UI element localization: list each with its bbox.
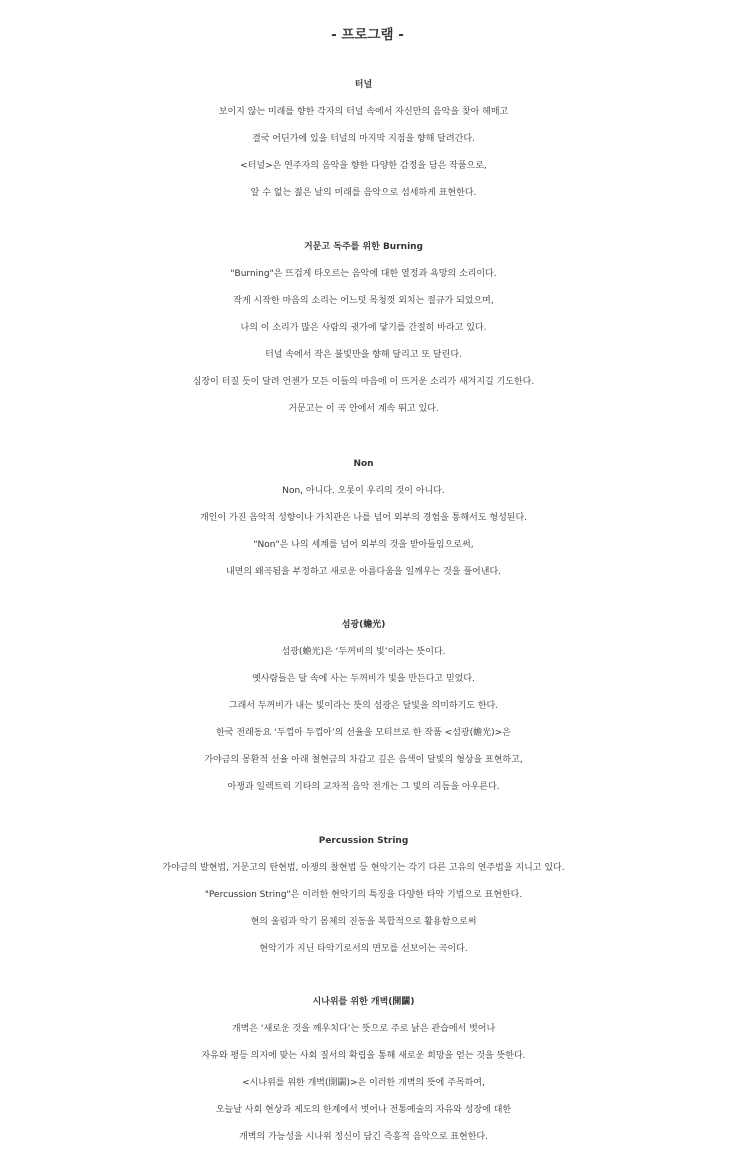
section-line: 개인이 가진 음악적 성향이나 가치관은 나를 넘어 외부의 경험을 통해서도 형성된다. bbox=[199, 513, 528, 523]
section-line: "Non"은 나의 세계를 넘어 외부의 것을 받아들임으로써, bbox=[253, 540, 474, 550]
section-title: 거문고 독주를 위한 Burning bbox=[304, 242, 423, 252]
section-line: 심장이 터질 듯이 달려 언젠가 모든 이들의 마음에 이 뜨거운 소리가 새겨지길 기도한다. bbox=[192, 377, 535, 387]
section-non bbox=[0, 451, 727, 586]
section-line: 가야금의 발현법, 거문고의 탄현법, 아쟁의 찰현법 등 현악기는 각기 다른 고유의 연주법을 지니고 있다. bbox=[162, 863, 565, 873]
section-title: 섬광(蟾光) bbox=[341, 620, 386, 630]
section-line: 개벽의 가능성을 시나위 정신이 담긴 즉흥적 음악으로 표현한다. bbox=[239, 1132, 488, 1142]
section-line: 터널 속에서 작은 불빛만을 향해 달리고 또 달린다. bbox=[265, 350, 462, 360]
section-line: 그래서 두꺼비가 내는 빛이라는 뜻의 섬광은 달빛을 의미하기도 한다. bbox=[228, 701, 499, 711]
section-line: 자유와 평등 의지에 맞는 사회 질서의 확립을 통해 새로운 희망을 얻는 것을 뜻한다. bbox=[201, 1051, 526, 1061]
section-title: Non bbox=[353, 459, 374, 469]
section-line: 현의 울림과 악기 몸체의 진동을 복합적으로 활용함으로써 bbox=[250, 917, 477, 927]
section-percussion-string bbox=[0, 828, 727, 963]
section-title: 터널 bbox=[354, 80, 373, 90]
section-line: 결국 어딘가에 있을 터널의 마지막 지점을 향해 달려간다. bbox=[252, 134, 475, 144]
program-heading: - 프로그램 - bbox=[331, 27, 404, 43]
section-line: 개벽은 ‘새로운 것을 깨우치다’는 뜻으로 주로 낡은 관습에서 벗어나 bbox=[231, 1024, 496, 1034]
section-line: 오늘날 사회 현상과 제도의 한계에서 벗어나 전통예술의 자유와 성장에 대한 bbox=[215, 1105, 512, 1115]
section-line: <터널>은 연주자의 음악을 향한 다양한 감정을 담은 작품으로, bbox=[240, 161, 487, 171]
section-line: 거문고는 이 곡 안에서 계속 뛰고 있다. bbox=[288, 404, 439, 414]
section-line: 현악기가 지닌 타악기로서의 면모를 선보이는 곡이다. bbox=[259, 944, 468, 954]
section-line: 작게 시작한 마음의 소리는 어느덧 목청껏 외치는 절규가 되었으며, bbox=[233, 296, 494, 306]
section-gaebyeok bbox=[0, 989, 727, 1151]
section-line: 나의 이 소리가 많은 사람의 귓가에 닿기를 간절히 바라고 있다. bbox=[240, 323, 487, 333]
section-line: 한국 전래동요 ‘두껍아 두껍아’의 선율을 모티브로 한 작품 <섬광(蟾光)>은 bbox=[216, 728, 511, 738]
section-seomgwang bbox=[0, 612, 727, 801]
section-line: 가야금의 몽환적 선율 아래 철현금의 차갑고 깊은 음색이 달빛의 형상을 표현하고, bbox=[204, 755, 523, 765]
section-line: 내면의 왜곡됨을 부정하고 새로운 아름다움을 일깨우는 것을 풀어낸다. bbox=[225, 567, 501, 577]
section-line: 알 수 없는 젊은 날의 미래를 음악으로 섬세하게 표현한다. bbox=[250, 188, 477, 198]
section-line: Non, 아니다. 오롯이 우리의 것이 아니다. bbox=[282, 486, 445, 496]
section-title: Percussion String bbox=[318, 836, 409, 846]
section-title: 시나위를 위한 개벽(開闢) bbox=[312, 997, 415, 1007]
section-line: 섬광(蟾光)은 ‘두꺼비의 빛’이라는 뜻이다. bbox=[281, 647, 446, 657]
section-line: 보이지 않는 미래를 향한 각자의 터널 속에서 자신만의 음악을 찾아 헤매고 bbox=[218, 107, 509, 117]
section-tunnel bbox=[0, 72, 727, 207]
section-line: 아쟁과 일렉트릭 기타의 교차적 음악 전개는 그 빛의 리듬을 아우른다. bbox=[227, 782, 500, 792]
section-line: "Percussion String"은 이러한 현악기의 특징을 다양한 타악 기법으로 표현한다. bbox=[204, 890, 523, 900]
section-line: "Burning"은 뜨겁게 타오르는 음악에 대한 열정과 욕망의 소리이다. bbox=[230, 269, 497, 279]
section-line: 옛사람들은 달 속에 사는 두꺼비가 빛을 만든다고 믿었다. bbox=[252, 674, 475, 684]
section-burning bbox=[0, 234, 727, 423]
section-line: <시나위를 위한 개벽(開闢)>은 이러한 개벽의 뜻에 주목하여, bbox=[242, 1078, 485, 1088]
